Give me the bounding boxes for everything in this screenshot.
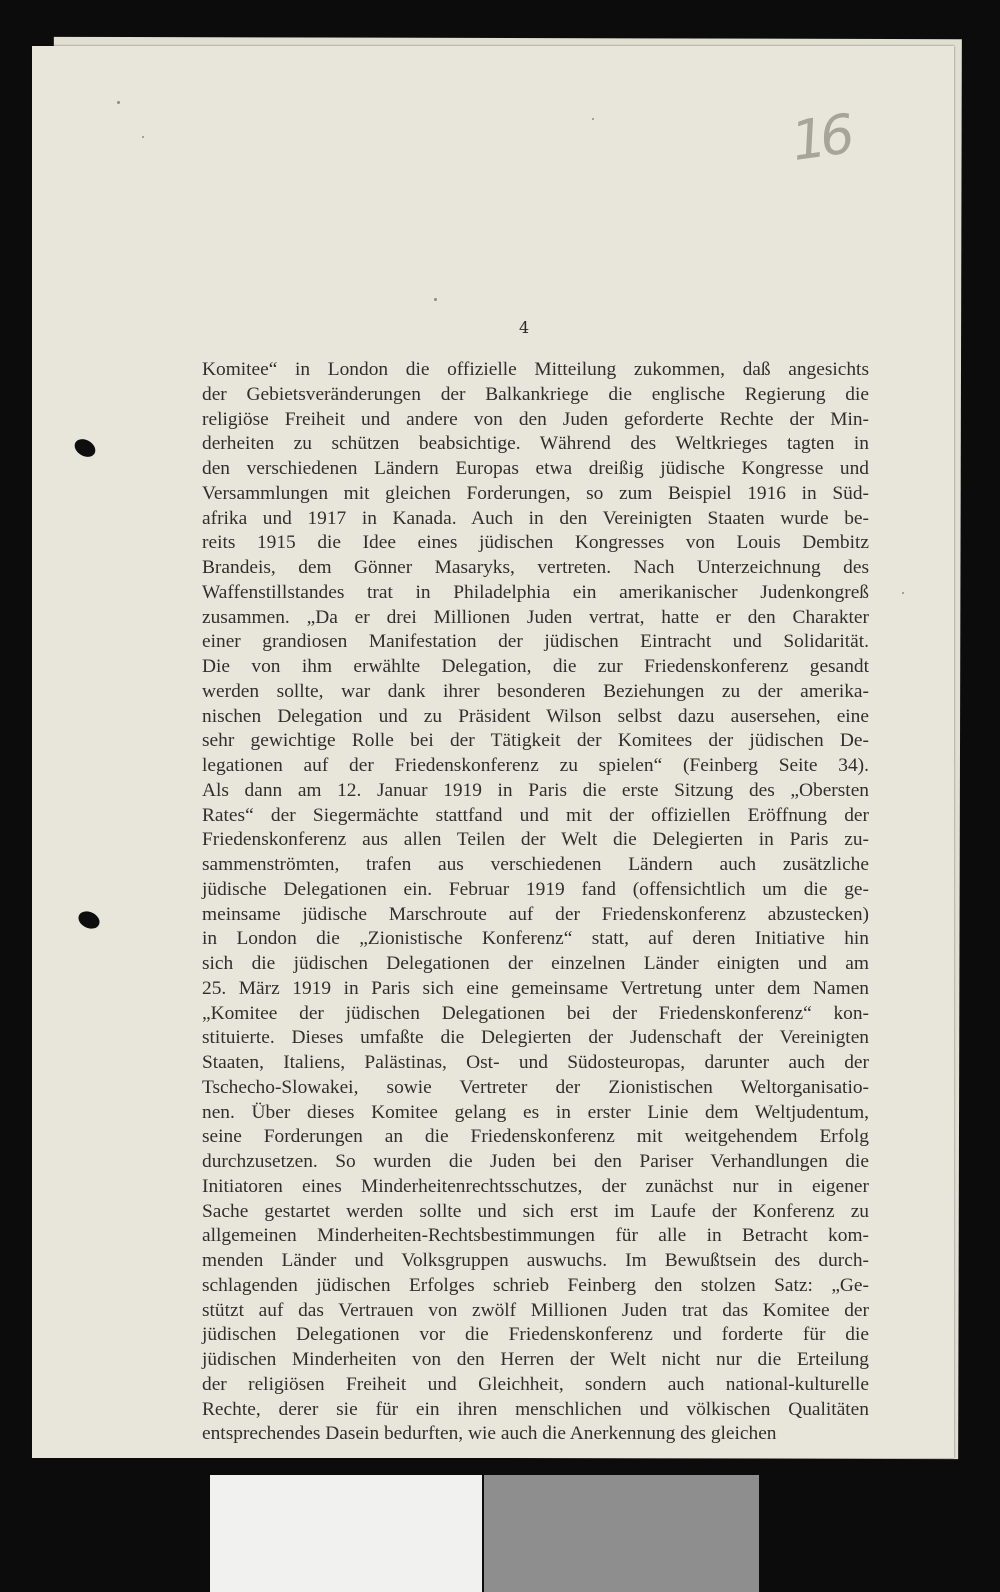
- paper-speck: [592, 118, 594, 120]
- paper-speck: [142, 136, 144, 138]
- page-number: 4: [519, 318, 530, 337]
- text-line: zusammen. „Da er drei Millionen Juden vertrat, hatte er den Charakter: [202, 606, 869, 628]
- text-line: religiöse Freiheit und andere von den Juden geforderte Rechte der Min-: [202, 408, 869, 430]
- text-line: derheiten zu schützen beabsichtige. Während des Weltkrieges tagten in: [202, 433, 869, 455]
- paper-speck: [117, 101, 120, 104]
- text-line: jüdische Delegationen ein. Februar 1919 fand (offensichtlich um die ge-: [202, 878, 869, 900]
- text-line: reits 1915 die Idee eines jüdischen Kongresses von Louis Dembitz: [202, 532, 869, 554]
- text-line: Tschecho-Slowakei, sowie Vertreter der Zionistischen Weltorganisatio-: [202, 1076, 869, 1098]
- text-line: meinsame jüdische Marschroute auf der Friedenskonferenz abzustecken): [202, 903, 869, 925]
- text-line: jüdischen Minderheiten von den Herren der Welt nicht nur die Erteilung: [202, 1349, 869, 1370]
- text-line: stituierte. Dieses umfaßte die Delegierten der Judenschaft der Vereinigten: [202, 1027, 869, 1049]
- text-line: durchzusetzen. So wurden die Juden bei den Pariser Verhandlungen die: [202, 1151, 869, 1172]
- grey-reference-tab: [484, 1475, 759, 1592]
- document-page: [32, 46, 954, 1458]
- text-line: der religiösen Freiheit und Gleichheit, sondern auch national-kulturelle: [202, 1373, 869, 1395]
- text-line: Komitee“ in London die offizielle Mitteilung zukommen, daß angesichts: [202, 359, 869, 380]
- text-line: Rechte, derer sie für ein ihren menschlichen und völkischen Qualitäten: [202, 1398, 869, 1420]
- text-line: Die von ihm erwählte Delegation, die zur Friedenskonferenz gesandt: [202, 656, 869, 677]
- text-line: einer grandiosen Manifestation der jüdischen Eintracht und Solidarität.: [202, 631, 869, 653]
- paper-speck: [434, 298, 437, 301]
- text-line: Rates“ der Siegermächte stattfand und mit der offiziellen Eröffnung der: [202, 804, 869, 826]
- text-line: afrika und 1917 in Kanada. Auch in den Vereinigten Staaten wurde be-: [202, 507, 869, 529]
- text-line: stützt auf das Vertrauen von zwölf Millionen Juden trat das Komitee der: [202, 1299, 869, 1321]
- text-line: 25. März 1919 in Paris sich eine gemeinsame Vertretung unter dem Namen: [202, 977, 869, 999]
- text-line: legationen auf der Friedenskonferenz zu spielen“ (Feinberg Seite 34).: [202, 755, 869, 776]
- text-line: Als dann am 12. Januar 1919 in Paris die erste Sitzung des „Obersten: [202, 779, 869, 801]
- text-line: den verschiedenen Ländern Europas etwa dreißig jüdische Kongresse und: [202, 458, 869, 479]
- text-line: Staaten, Italiens, Palästinas, Ost- und Südosteuropas, darunter auch der: [202, 1052, 869, 1073]
- text-line: Friedenskonferenz aus allen Teilen der Welt die Delegierten in Paris zu-: [202, 829, 869, 851]
- text-line: sehr gewichtige Rolle bei der Tätigkeit der Komitees der jüdischen De-: [202, 730, 869, 752]
- text-line: in London die „Zionistische Konferenz“ statt, auf deren Initiative hin: [202, 928, 869, 950]
- text-line: Initiatoren eines Minderheitenrechtsschutzes, der zunächst nur in eigener: [202, 1175, 869, 1197]
- text-line: der Gebietsveränderungen der Balkankriege die englische Regierung die: [202, 383, 869, 405]
- text-line: „Komitee der jüdischen Delegationen bei der Friedenskonferenz“ kon-: [202, 1002, 869, 1024]
- text-line: Sache gestartet werden sollte und sich erst im Laufe der Konferenz zu: [202, 1200, 869, 1222]
- text-line: menden Länder und Volksgruppen auswuchs. Im Bewußtsein des durch-: [202, 1250, 869, 1271]
- text-line: allgemeinen Minderheiten-Rechtsbestimmungen für alle in Betracht kom-: [202, 1225, 869, 1247]
- text-line: nen. Über dieses Komitee gelang es in erster Linie dem Weltjudentum,: [202, 1101, 869, 1123]
- text-line: Versammlungen mit gleichen Forderungen, so zum Beispiel 1916 in Süd-: [202, 482, 869, 504]
- folio-mark: 16: [787, 102, 853, 173]
- text-line: Waffenstillstandes trat in Philadelphia ein amerikanischer Judenkongreß: [202, 581, 869, 603]
- text-line: jüdischen Delegationen vor die Friedenskonferenz und forderte für die: [202, 1324, 869, 1346]
- text-line: nischen Delegation und zu Präsident Wilson selbst dazu ausersehen, eine: [202, 705, 869, 727]
- text-line: sich die jüdischen Delegationen der einzelnen Länder einigten und am: [202, 953, 869, 974]
- paper-speck: [902, 592, 904, 594]
- text-line: werden sollte, war dank ihrer besonderen Beziehungen zu der amerika-: [202, 680, 869, 702]
- white-reference-tab: [210, 1475, 482, 1592]
- text-line: Brandeis, dem Gönner Masaryks, vertreten. Nach Unterzeichnung des: [202, 557, 869, 578]
- text-line: schlagenden jüdischen Erfolges schrieb Feinberg den stolzen Satz: „Ge-: [202, 1274, 869, 1296]
- text-line: entsprechendes Dasein bedurften, wie auch die Anerkennung des gleichen: [202, 1423, 777, 1445]
- text-line: seine Forderungen an die Friedenskonferenz mit weitgehendem Erfolg: [202, 1126, 869, 1148]
- body-text: [202, 358, 869, 1447]
- text-line: sammenströmten, trafen aus verschiedenen Ländern auch zusätzliche: [202, 854, 869, 875]
